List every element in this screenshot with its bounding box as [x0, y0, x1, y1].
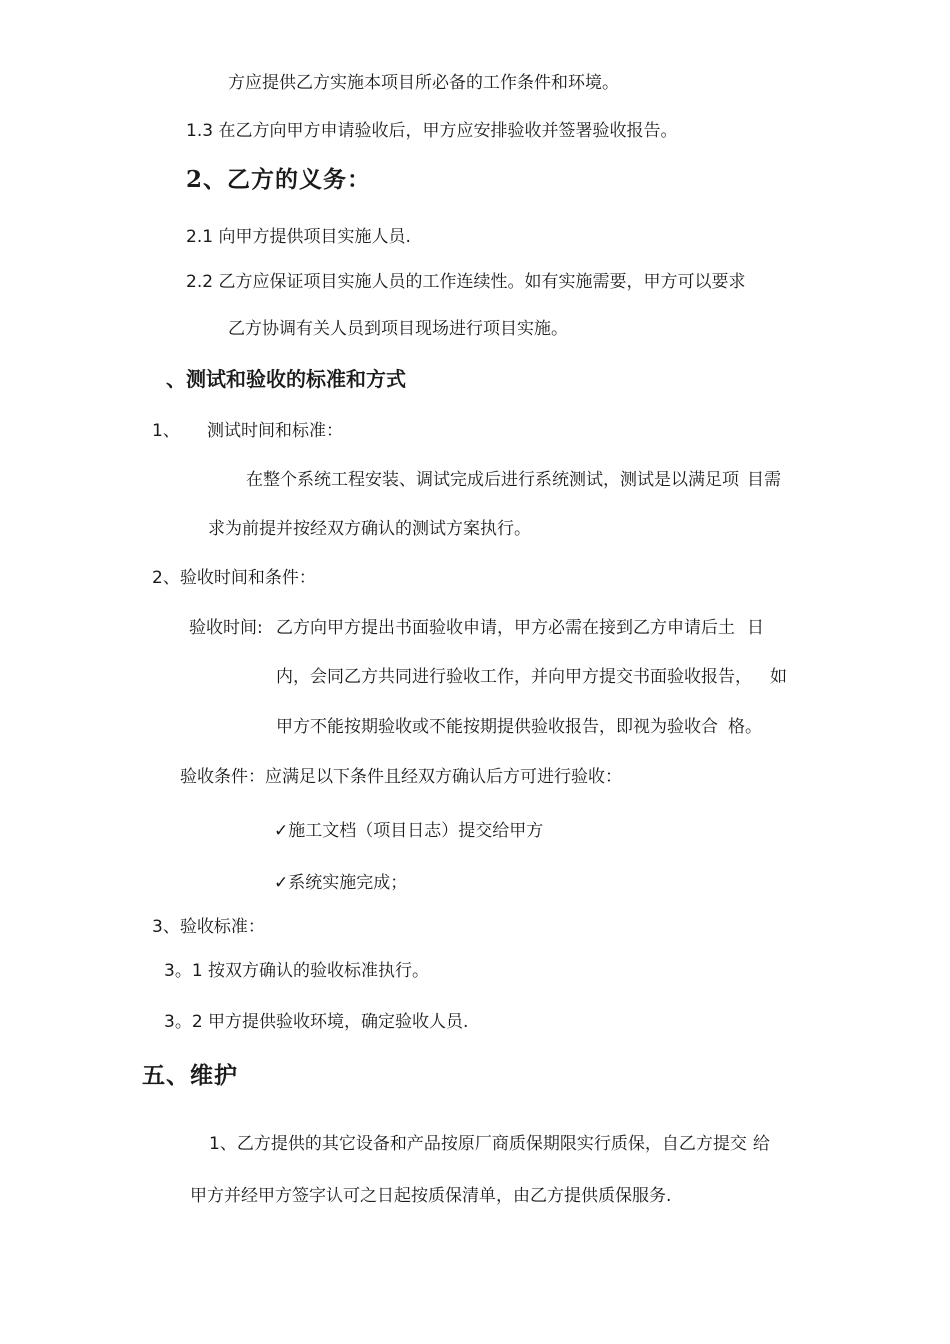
acceptance-time-label: 验收时间: [189, 618, 263, 638]
maintenance-line-2: 甲方并经甲方签字认可之日起按质保清单，由乙方提供质保服务. [190, 1186, 672, 1206]
acceptance-time-text: 乙方向甲方提出书面验收申请，甲方必需在接到乙方申请后土 [276, 618, 735, 638]
item-3-title: 3、验收标准： [152, 917, 265, 937]
acceptance-time-line-2-text: 内，会同乙方共同进行验收工作，并向甲方提交书面验收报告， [276, 667, 752, 687]
item-1-title: 测试时间和标准： [207, 421, 343, 441]
section-heading-party-b-obligations: 2、乙方的义务： [186, 166, 372, 193]
acceptance-time-line-3-text: 甲方不能按期验收或不能按期提供验收报告，即视为验收合 [276, 717, 718, 737]
acceptance-time-tail: 日 [747, 618, 764, 638]
clause-3-1: 3。1 按双方确认的验收标准执行。 [164, 961, 430, 981]
test-paragraph-line-1 [246, 469, 781, 491]
test-paragraph-text: 在整个系统工程安装、调试完成后进行系统测试，测试是以满足项 [246, 470, 739, 490]
maintenance-line-1-text: 1、乙方提供的其它设备和产品按原厂商质保期限实行质保，自乙方提交 [209, 1134, 747, 1154]
section-heading-testing-acceptance: 、测试和验收的标准和方式 [166, 367, 406, 391]
test-paragraph-line-2: 求为前提并按经双方确认的测试方案执行。 [208, 519, 531, 539]
clause-1-3: 1.3 在乙方向甲方申请验收后，甲方应安排验收并签署验收报告。 [186, 121, 678, 141]
acceptance-time-line-2-tail: 如 [770, 667, 787, 687]
clause-2-1: 2.1 向甲方提供项目实施人员. [186, 227, 411, 247]
clause-2-2: 2.2 乙方应保证项目实施人员的工作连续性。如有实施需要，甲方可以要求 [186, 272, 746, 292]
clause-2-2-continued: 乙方协调有关人员到项目现场进行项目实施。 [228, 319, 568, 339]
acceptance-time-line-3 [276, 716, 762, 738]
acceptance-time-line-3-tail: 格。 [728, 717, 762, 737]
maintenance-line-1-tail: 给 [752, 1134, 770, 1154]
text-line: 方应提供乙方实施本项目所必备的工作条件和环境。 [228, 73, 619, 93]
clause-3-2: 3。2 甲方提供验收环境，确定验收人员. [164, 1012, 469, 1032]
checklist-item: ✓系统实施完成； [274, 873, 408, 893]
checklist-item: ✓施工文档（项目日志）提交给甲方 [274, 821, 544, 841]
item-2-title: 2、验收时间和条件： [152, 568, 316, 588]
acceptance-time-line-2 [276, 666, 787, 688]
acceptance-time-line-1 [276, 617, 764, 639]
maintenance-line-1 [209, 1133, 770, 1155]
acceptance-conditions: 验收条件：应满足以下条件且经双方确认后方可进行验收： [180, 767, 622, 787]
item-1-number: 1、 [152, 421, 180, 441]
section-heading-maintenance: 五、维护 [142, 1062, 238, 1089]
test-paragraph-tail: 目需 [747, 470, 781, 490]
